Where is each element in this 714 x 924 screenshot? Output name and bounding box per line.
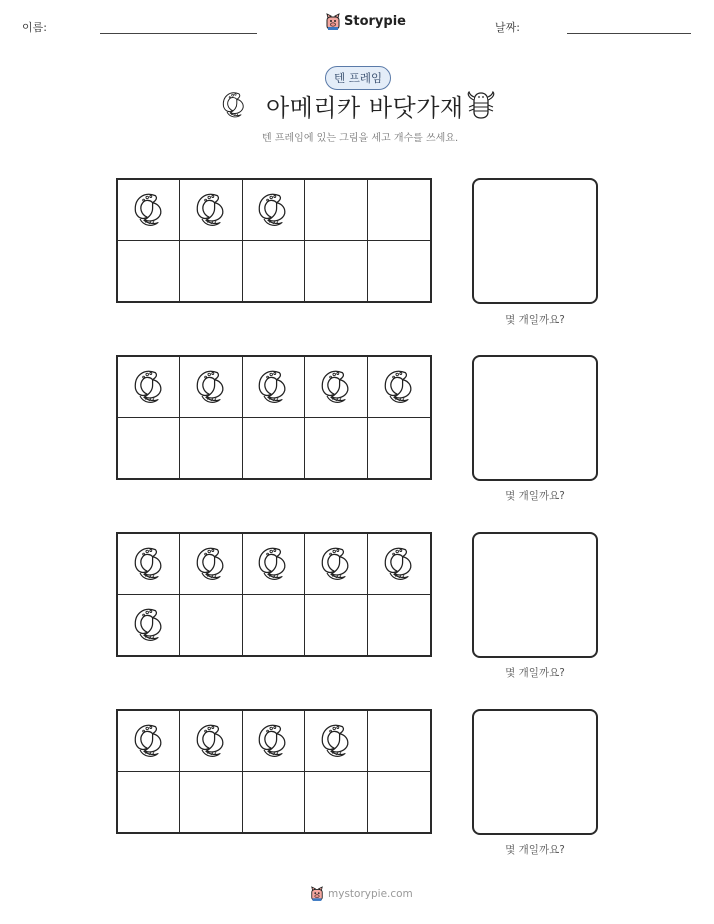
frame-cell <box>180 772 242 833</box>
name-line[interactable] <box>100 33 257 34</box>
question-prompt-1: 몇 개일까요? <box>505 314 565 326</box>
frame-cell <box>243 534 305 595</box>
lobster-claw-icon <box>131 605 167 645</box>
lobster-claw-icon <box>255 367 291 407</box>
answer-box-4[interactable] <box>472 709 598 835</box>
frame-cell <box>305 534 367 595</box>
frame-cell <box>305 418 367 479</box>
frame-cell <box>368 180 430 241</box>
frame-cell <box>118 534 180 595</box>
ten-frame-1 <box>116 178 432 303</box>
frame-cell <box>243 357 305 418</box>
frame-cell <box>118 711 180 772</box>
lobster-claw-icon <box>193 544 229 584</box>
lobster-claw-icon <box>381 544 417 584</box>
topic-tag: 텐 프레임 <box>325 66 391 90</box>
frame-cell <box>305 180 367 241</box>
frame-cell <box>180 241 242 302</box>
lobster-body-icon <box>465 90 497 120</box>
lobster-claw-icon <box>255 721 291 761</box>
frame-cell <box>118 418 180 479</box>
lobster-claw-icon <box>193 721 229 761</box>
footer <box>310 886 413 901</box>
frame-cell <box>368 595 430 656</box>
lobster-claw-icon <box>131 367 167 407</box>
lobster-claw-icon <box>255 190 291 230</box>
frame-cell <box>305 241 367 302</box>
lobster-claw-icon <box>131 190 167 230</box>
brand-logo <box>325 13 406 30</box>
frame-cell <box>243 595 305 656</box>
lobster-claw-icon <box>318 367 354 407</box>
frame-cell <box>305 711 367 772</box>
frame-cell <box>368 418 430 479</box>
question-prompt-2: 몇 개일까요? <box>505 490 565 502</box>
frame-cell <box>118 772 180 833</box>
lobster-claw-icon <box>255 544 291 584</box>
page-title: 아메리카 바닷가재 <box>266 94 464 122</box>
frame-cell <box>305 772 367 833</box>
frame-cell <box>180 357 242 418</box>
frame-cell <box>180 418 242 479</box>
frame-cell <box>243 180 305 241</box>
frame-cell <box>368 357 430 418</box>
date-label: 날짜: <box>495 21 520 34</box>
name-label: 이름: <box>22 21 47 34</box>
lobster-claw-icon <box>131 544 167 584</box>
ten-frame-3 <box>116 532 432 657</box>
date-line[interactable] <box>567 33 691 34</box>
answer-box-3[interactable] <box>472 532 598 658</box>
frame-cell <box>118 180 180 241</box>
instruction-text: 텐 프레임에 있는 그림을 세고 개수를 쓰세요. <box>262 133 459 144</box>
ten-frame-4 <box>116 709 432 834</box>
frame-cell <box>118 357 180 418</box>
answer-box-2[interactable] <box>472 355 598 481</box>
frame-cell <box>180 595 242 656</box>
frame-cell <box>368 534 430 595</box>
ten-frame-2 <box>116 355 432 480</box>
frame-cell <box>180 711 242 772</box>
lobster-claw-icon <box>193 190 229 230</box>
frame-cell <box>368 711 430 772</box>
lobster-claw-icon <box>318 721 354 761</box>
lobster-claw-icon <box>220 89 248 121</box>
frame-cell <box>243 711 305 772</box>
frame-cell <box>180 180 242 241</box>
pig-mascot-icon <box>310 886 324 901</box>
frame-cell <box>305 595 367 656</box>
frame-cell <box>368 772 430 833</box>
question-prompt-4: 몇 개일까요? <box>505 844 565 856</box>
frame-cell <box>243 418 305 479</box>
lobster-claw-icon <box>131 721 167 761</box>
pig-mascot-icon <box>325 13 341 30</box>
frame-cell <box>243 241 305 302</box>
frame-cell <box>118 241 180 302</box>
frame-cell <box>305 357 367 418</box>
lobster-claw-icon <box>318 544 354 584</box>
frame-cell <box>118 595 180 656</box>
brand-name: Storypie <box>344 14 406 29</box>
answer-box-1[interactable] <box>472 178 598 304</box>
footer-url: mystorypie.com <box>328 887 413 900</box>
frame-cell <box>180 534 242 595</box>
lobster-claw-icon <box>193 367 229 407</box>
question-prompt-3: 몇 개일까요? <box>505 667 565 679</box>
frame-cell <box>243 772 305 833</box>
frame-cell <box>368 241 430 302</box>
lobster-claw-icon <box>381 367 417 407</box>
